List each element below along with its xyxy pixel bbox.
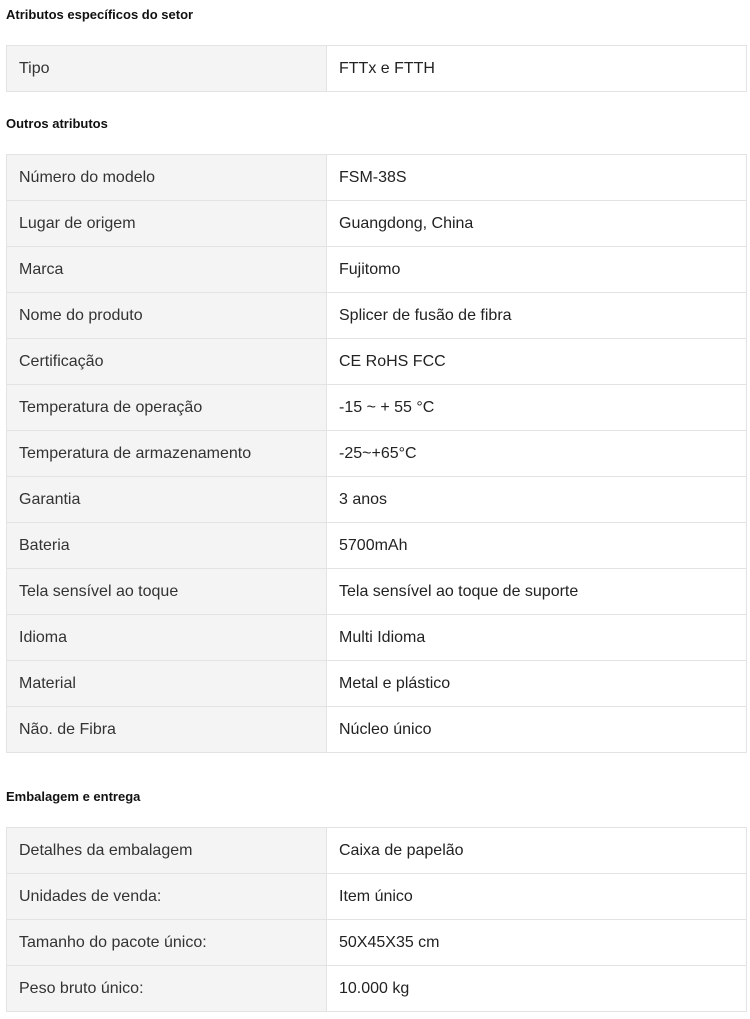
section-title-industry-attributes: Atributos específicos do setor xyxy=(6,7,194,22)
attribute-row xyxy=(7,569,747,615)
attribute-row xyxy=(7,828,747,874)
attribute-row xyxy=(7,523,747,569)
attribute-value: Splicer de fusão de fibra xyxy=(327,293,747,339)
attribute-label: Garantia xyxy=(7,477,327,523)
attribute-value: 5700mAh xyxy=(327,523,747,569)
attribute-row xyxy=(7,966,747,1012)
attribute-value: CE RoHS FCC xyxy=(327,339,747,385)
attribute-label: Tamanho do pacote único: xyxy=(7,920,327,966)
attribute-value: Caixa de papelão xyxy=(327,828,747,874)
attribute-value: Fujitomo xyxy=(327,247,747,293)
other-attributes-table xyxy=(6,154,747,753)
attribute-label: Peso bruto único: xyxy=(7,966,327,1012)
attribute-row xyxy=(7,201,747,247)
attribute-value: 3 anos xyxy=(327,477,747,523)
attribute-value: 10.000 kg xyxy=(327,966,747,1012)
attribute-row xyxy=(7,247,747,293)
attribute-row xyxy=(7,707,747,753)
attribute-label: Temperatura de operação xyxy=(7,385,327,431)
attribute-row xyxy=(7,339,747,385)
attribute-row xyxy=(7,46,747,92)
attribute-row xyxy=(7,615,747,661)
attribute-row xyxy=(7,920,747,966)
attribute-row xyxy=(7,385,747,431)
section-title-packaging-delivery: Embalagem e entrega xyxy=(6,789,141,804)
attribute-row xyxy=(7,661,747,707)
attribute-row xyxy=(7,874,747,920)
attribute-label: Certificação xyxy=(7,339,327,385)
attribute-value: FTTx e FTTH xyxy=(327,46,747,92)
attribute-value: -15 ~ + 55 °C xyxy=(327,385,747,431)
attribute-label: Nome do produto xyxy=(7,293,327,339)
attribute-label: Tela sensível ao toque xyxy=(7,569,327,615)
attribute-label: Material xyxy=(7,661,327,707)
attribute-label: Temperatura de armazenamento xyxy=(7,431,327,477)
attribute-value: Item único xyxy=(327,874,747,920)
attribute-value: FSM-38S xyxy=(327,155,747,201)
attribute-label: Não. de Fibra xyxy=(7,707,327,753)
attribute-label: Unidades de venda: xyxy=(7,874,327,920)
attribute-label: Lugar de origem xyxy=(7,201,327,247)
attribute-value: 50X45X35 cm xyxy=(327,920,747,966)
attribute-value: Tela sensível ao toque de suporte xyxy=(327,569,747,615)
attribute-label: Idioma xyxy=(7,615,327,661)
attribute-value: -25~+65°C xyxy=(327,431,747,477)
attribute-label: Número do modelo xyxy=(7,155,327,201)
section-title-other-attributes: Outros atributos xyxy=(6,116,108,131)
attribute-label: Bateria xyxy=(7,523,327,569)
attribute-label: Detalhes da embalagem xyxy=(7,828,327,874)
attribute-value: Núcleo único xyxy=(327,707,747,753)
attribute-value: Multi Idioma xyxy=(327,615,747,661)
packaging-delivery-table xyxy=(6,827,747,1012)
attribute-row xyxy=(7,155,747,201)
attribute-value: Guangdong, China xyxy=(327,201,747,247)
attribute-value: Metal e plástico xyxy=(327,661,747,707)
attribute-label: Tipo xyxy=(7,46,327,92)
attribute-row xyxy=(7,293,747,339)
attribute-row xyxy=(7,431,747,477)
attribute-label: Marca xyxy=(7,247,327,293)
industry-attributes-table xyxy=(6,45,747,92)
attribute-row xyxy=(7,477,747,523)
